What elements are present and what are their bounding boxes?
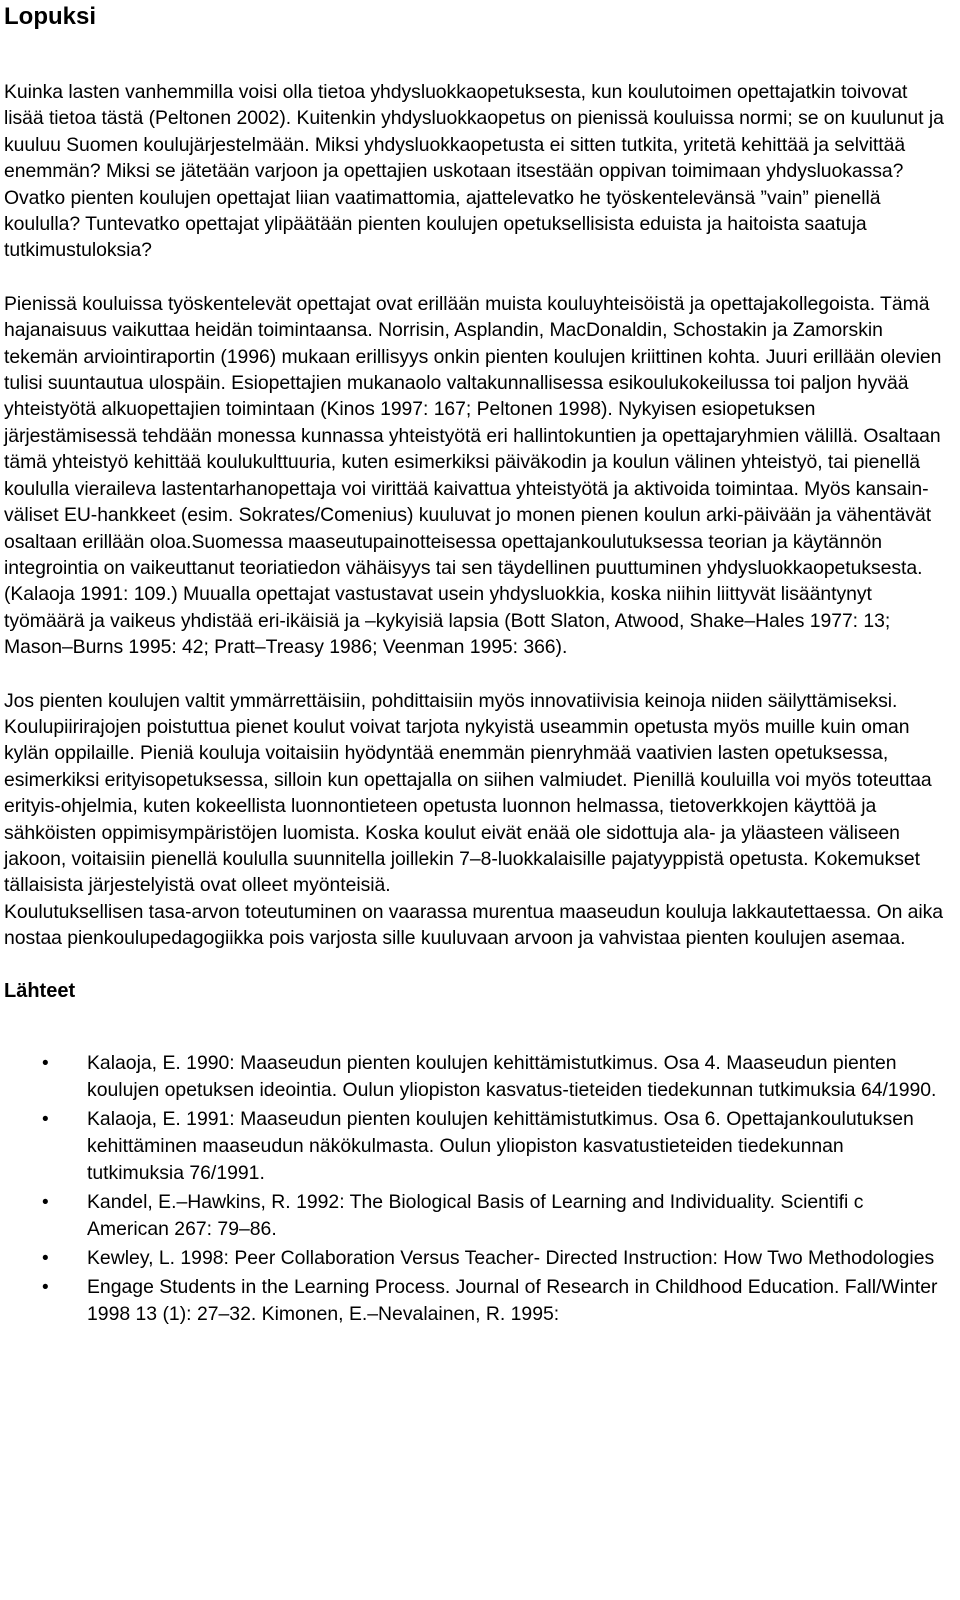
paragraph-2: Pienissä kouluissa työskentelevät opettajat ovat erillään muista kouluyhteisöistä ja opettajakollegoista. Tämä hajanaisuus vaikuttaa heidän toimintaansa. Norrisin, Asplandin, MacDonaldin, Schostakin ja Zamorskin tekemän arviointiraportin (1996) mukaan erillisyys onkin pienten koulujen kriittinen kohta. Juuri erillään olevien tulisi suuntautua ulospäin. Esiopettajien mukanaolo valtakunnallisessa esikoulukokeilussa toi paljon hyvää yhteistyötä alkuopettajien toimintaan (Kinos 1997: 167; Peltonen 1998). Nykyisen esiopetuksen järjestämisessä tehdään monessa kunnassa yhteistyötä eri hallintokuntien ja opettajaryhmien välillä. Osaltaan tämä yhteistyö kehittää koulukulttuuria, kuten esimerkiksi päiväkodin ja koulun välinen yhteistyö, tai pienellä koululla vieraileva lastentarhanopettaja voi virittää kaivattua yhteistyötä ja aktivoida toimintaa. Myös kansain-väliset EU-hankkeet (esim. Sokrates/Comenius) kuuluvat jo monen pienen koulun arki-päivään ja vähentävät osaltaan erillään oloa.Suomessa maaseutupainotteisessa opettajankoulutuksessa teorian ja käytännön integrointia on vaikeuttanut teoriatiedon vähäisyys tai sen täydellinen puuttuminen yhdysluokkaopetuksesta. (Kalaoja 1991: 109.) Muualla opettajat vastustavat usein yhdysluokkia, koska niihin liittyvät lisääntynyt työmäärä ja vaikeus yhdistää eri-ikäisiä ja –kykyisiä lapsia (Bott Slaton, Atwood, Shake–Hales 1977: 13; Mason–Burns 1995: 42; Pratt–Treasy 1986; Veenman 1995: 366). bbox=[4, 292, 942, 659]
document-page bbox=[4, 0, 944, 1330]
bullet-icon: • bbox=[42, 1276, 49, 1298]
bullet-icon: • bbox=[42, 1108, 49, 1130]
reference-item bbox=[4, 1050, 944, 1104]
paragraph-4: Koulutuksellisen tasa-arvon toteutuminen on vaarassa murentua maaseudun kouluja lakkautettaessa. On aika nostaa pienkoulupedagogiikka pois varjosta sille kuuluvaan arvoon ja vahvistaa pienten koulujen asemaa. bbox=[4, 900, 944, 950]
paragraph-3: Jos pienten koulujen valtit ymmärrettäisiin, pohdittaisiin myös innovatiivisia keinoja niiden säilyttämiseksi. Koulupiirirajojen poistuttua pienet koulut voivat tarjota nykyistä useammin opetusta myös muille kuin oman kylän oppilaille. Pieniä kouluja voitaisiin hyödyntää enemmän pienryhmää vaativien lasten opetuksessa, esimerkiksi erityisopetuksessa, silloin kun opettajalla on siihen valmiudet. Pienillä kouluilla voi myös toteuttaa erityis-ohjelmia, kuten kokeellista luonnontieteen opetusta luonnon helmassa, tietoverkkojen käyttöä ja sähköisten oppimisympäristöjen luomista. Koska koulut eivät enää ole sidottuja ala- ja yläasteen väliseen jakoon, voitaisiin pienellä koululla suunnitella joillekin 7–8-luokkalaisille pajatyyppistä opetusta. Kokemukset tällaisista järjestelyistä ovat olleet myönteisiä. bbox=[4, 689, 932, 897]
reference-text: Kalaoja, E. 1990: Maaseudun pienten koulujen kehittämistutkimus. Osa 4. Maaseudun pienten koulujen opetuksen ideointia. Oulun yliopiston kasvatus-tieteiden tiedekunnan tutkimuksia 64/1990. bbox=[87, 1051, 937, 1101]
reference-list bbox=[4, 1050, 944, 1328]
reference-text: Kewley, L. 1998: Peer Collaboration Versus Teacher- Directed Instruction: How Two Methodologies bbox=[87, 1246, 935, 1269]
bullet-icon: • bbox=[42, 1191, 49, 1213]
reference-item bbox=[4, 1245, 944, 1272]
paragraph-1: Kuinka lasten vanhemmilla voisi olla tietoa yhdysluokkaopetuksesta, kun koulutoimen opettajatkin toivovat lisää tietoa tästä (Peltonen 2002). Kuitenkin yhdysluokkaopetus on pienissä kouluissa normi; se on kuulunut ja kuuluu Suomen koulujärjestelmään. Miksi yhdysluokkaopetusta ei sitten tutkita, yritetä kehittää ja selvittää enemmän? Miksi se jätetään varjoon ja opettajien uskotaan itsestään oppivan toimimaan yhdysluokassa? Ovatko pienten koulujen opettajat liian vaatimattomia, ajattelevatko he työskentelevänsä ”vain” pienellä koululla? Tuntevatko opettajat ylipäätään pienten koulujen opetuksellisista eduista ja haitoista saatuja tutkimustuloksia? bbox=[4, 81, 944, 262]
reference-text: Kalaoja, E. 1991: Maaseudun pienten koulujen kehittämistutkimus. Osa 6. Opettajankoulutuksen kehittäminen maaseudun näkökulmasta. Oulun yliopiston kasvatustieteiden tiedekunnan tutkimuksia 76/1991. bbox=[87, 1107, 914, 1184]
reference-text: Kandel, E.–Hawkins, R. 1992: The Biological Basis of Learning and Individuality. Scientifi c American 267: 79–86. bbox=[87, 1190, 864, 1240]
reference-item bbox=[4, 1274, 944, 1328]
page-title: Lopuksi bbox=[4, 3, 97, 30]
bullet-icon: • bbox=[42, 1052, 49, 1074]
bullet-icon: • bbox=[42, 1247, 49, 1269]
reference-text: Engage Students in the Learning Process. Journal of Research in Childhood Education. Fall/Winter 1998 13 (1): 27–32. Kimonen, E.–Nevalainen, R. 1995: bbox=[87, 1275, 938, 1325]
reference-item bbox=[4, 1189, 944, 1243]
reference-item bbox=[4, 1106, 944, 1187]
references-heading: Lähteet bbox=[4, 979, 76, 1002]
